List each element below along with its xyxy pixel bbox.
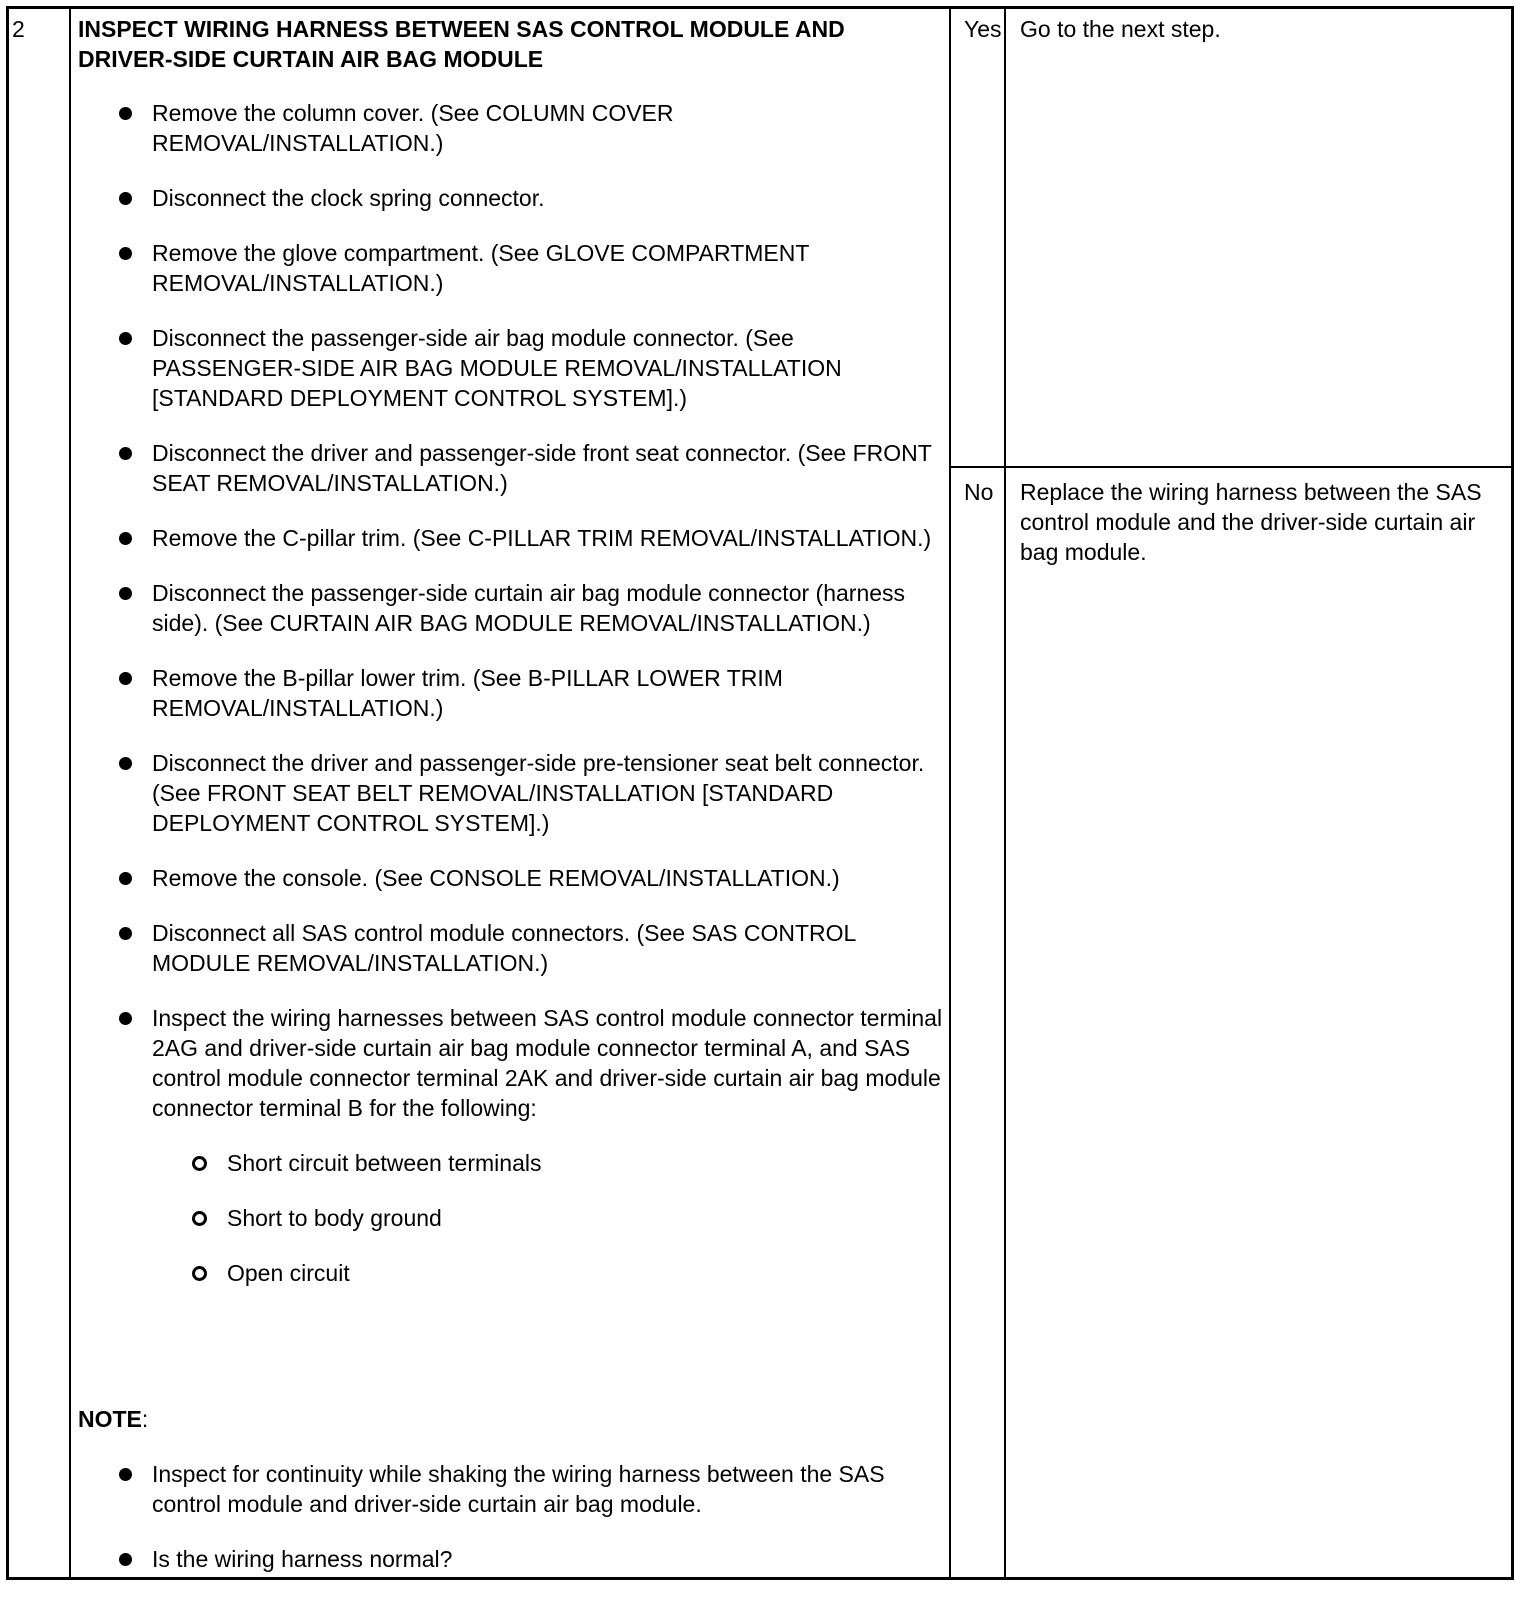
list-item: [78, 523, 948, 553]
inspection-item: [152, 1203, 948, 1233]
note-list: [78, 1459, 948, 1599]
bullet-icon: [119, 927, 132, 940]
note-text: Inspect for continuity while shaking the wiring harness between the SAS control module and driver-side curtain air bag module.: [152, 1461, 885, 1517]
bullet-icon: [119, 192, 132, 205]
list-item: [78, 748, 948, 838]
list-item: [78, 183, 948, 213]
step-title: INSPECT WIRING HARNESS BETWEEN SAS CONTROL MODULE AND DRIVER-SIDE CURTAIN AIR BAG MODULE: [78, 16, 845, 72]
list-item: [78, 98, 948, 158]
action-text: Disconnect the passenger-side curtain air bag module connector (harness side). (See CURTAIN AIR BAG MODULE REMOVAL/INSTALLATION.): [152, 580, 906, 636]
bullet-icon: [119, 1012, 132, 1025]
bullet-icon: [119, 1468, 132, 1481]
bullet-icon: [119, 247, 132, 260]
action-text: Disconnect the driver and passenger-side pre-tensioner seat belt connector. (See FRONT SEAT BELT REMOVAL/INSTALLATION [STANDARD DEPLOYMENT CONTROL SYSTEM].): [152, 750, 925, 836]
action-text: Disconnect all SAS control module connectors. (See SAS CONTROL MODULE REMOVAL/INSTALLATION.): [152, 920, 856, 976]
list-item: [78, 863, 948, 893]
list-item: [78, 1544, 948, 1574]
bullet-icon: [119, 587, 132, 600]
yes-no-divider: [949, 466, 1514, 468]
action-text: Remove the C-pillar trim. (See C-PILLAR TRIM REMOVAL/INSTALLATION.): [152, 525, 932, 551]
inspection-text: Short to body ground: [227, 1205, 442, 1231]
bullet-icon: [119, 1553, 132, 1566]
no-label: No: [964, 479, 994, 505]
inspection-item: [152, 1148, 948, 1178]
bullet-icon: [119, 107, 132, 120]
circle-bullet-icon: [192, 1266, 207, 1281]
inspection-text: Short circuit between terminals: [227, 1150, 542, 1176]
no-action: Replace the wiring harness between the SAS control module and the driver-side curtain air bag module.: [1020, 479, 1482, 565]
inspection-item: [152, 1258, 948, 1288]
inspection-list: [152, 1148, 948, 1288]
action-list: [78, 98, 948, 1313]
circle-bullet-icon: [192, 1156, 207, 1171]
bullet-icon: [119, 532, 132, 545]
action-text: Disconnect the clock spring connector.: [152, 185, 545, 211]
inspection-text: Open circuit: [227, 1260, 350, 1286]
action-text: Remove the glove compartment. (See GLOVE COMPARTMENT REMOVAL/INSTALLATION.): [152, 240, 810, 296]
note-label: NOTE: [78, 1406, 142, 1432]
note-colon: :: [141, 1406, 149, 1432]
bullet-icon: [119, 672, 132, 685]
circle-bullet-icon: [192, 1211, 207, 1226]
action-text: Remove the B-pillar lower trim. (See B-PILLAR LOWER TRIM REMOVAL/INSTALLATION.): [152, 665, 783, 721]
bullet-icon: [119, 447, 132, 460]
step-number: 2: [12, 16, 25, 42]
action-text: Remove the column cover. (See COLUMN COVER REMOVAL/INSTALLATION.): [152, 100, 674, 156]
list-item: [78, 578, 948, 638]
action-text: Disconnect the driver and passenger-side front seat connector. (See FRONT SEAT REMOVAL/INSTALLATION.): [152, 440, 932, 496]
yes-label: Yes: [964, 16, 1002, 42]
action-text: Disconnect the passenger-side air bag module connector. (See PASSENGER-SIDE AIR BAG MODULE REMOVAL/INSTALLATION [STANDARD DEPLOYMENT CONTROL SYSTEM].): [152, 325, 842, 411]
bullet-icon: [119, 872, 132, 885]
action-text: Remove the console. (See CONSOLE REMOVAL/INSTALLATION.): [152, 865, 840, 891]
list-item: [78, 918, 948, 978]
list-item: [78, 1003, 948, 1288]
note-heading: [78, 1404, 148, 1434]
note-text: Is the wiring harness normal?: [152, 1546, 453, 1572]
yes-action: Go to the next step.: [1020, 16, 1221, 42]
bullet-icon: [119, 757, 132, 770]
list-item: [78, 323, 948, 413]
column-divider-1: [69, 6, 71, 1580]
column-divider-2: [949, 6, 951, 1580]
list-item: [78, 1459, 948, 1519]
action-text: Inspect the wiring harnesses between SAS control module connector terminal 2AG and driver-side curtain air bag module connector terminal A, and SAS control module connector terminal 2AK and driver-side curtain air bag module connector terminal B for the following:: [152, 1005, 943, 1121]
list-item: [78, 238, 948, 298]
list-item: [78, 663, 948, 723]
list-item: [78, 438, 948, 498]
column-divider-3: [1004, 6, 1006, 1580]
bullet-icon: [119, 332, 132, 345]
